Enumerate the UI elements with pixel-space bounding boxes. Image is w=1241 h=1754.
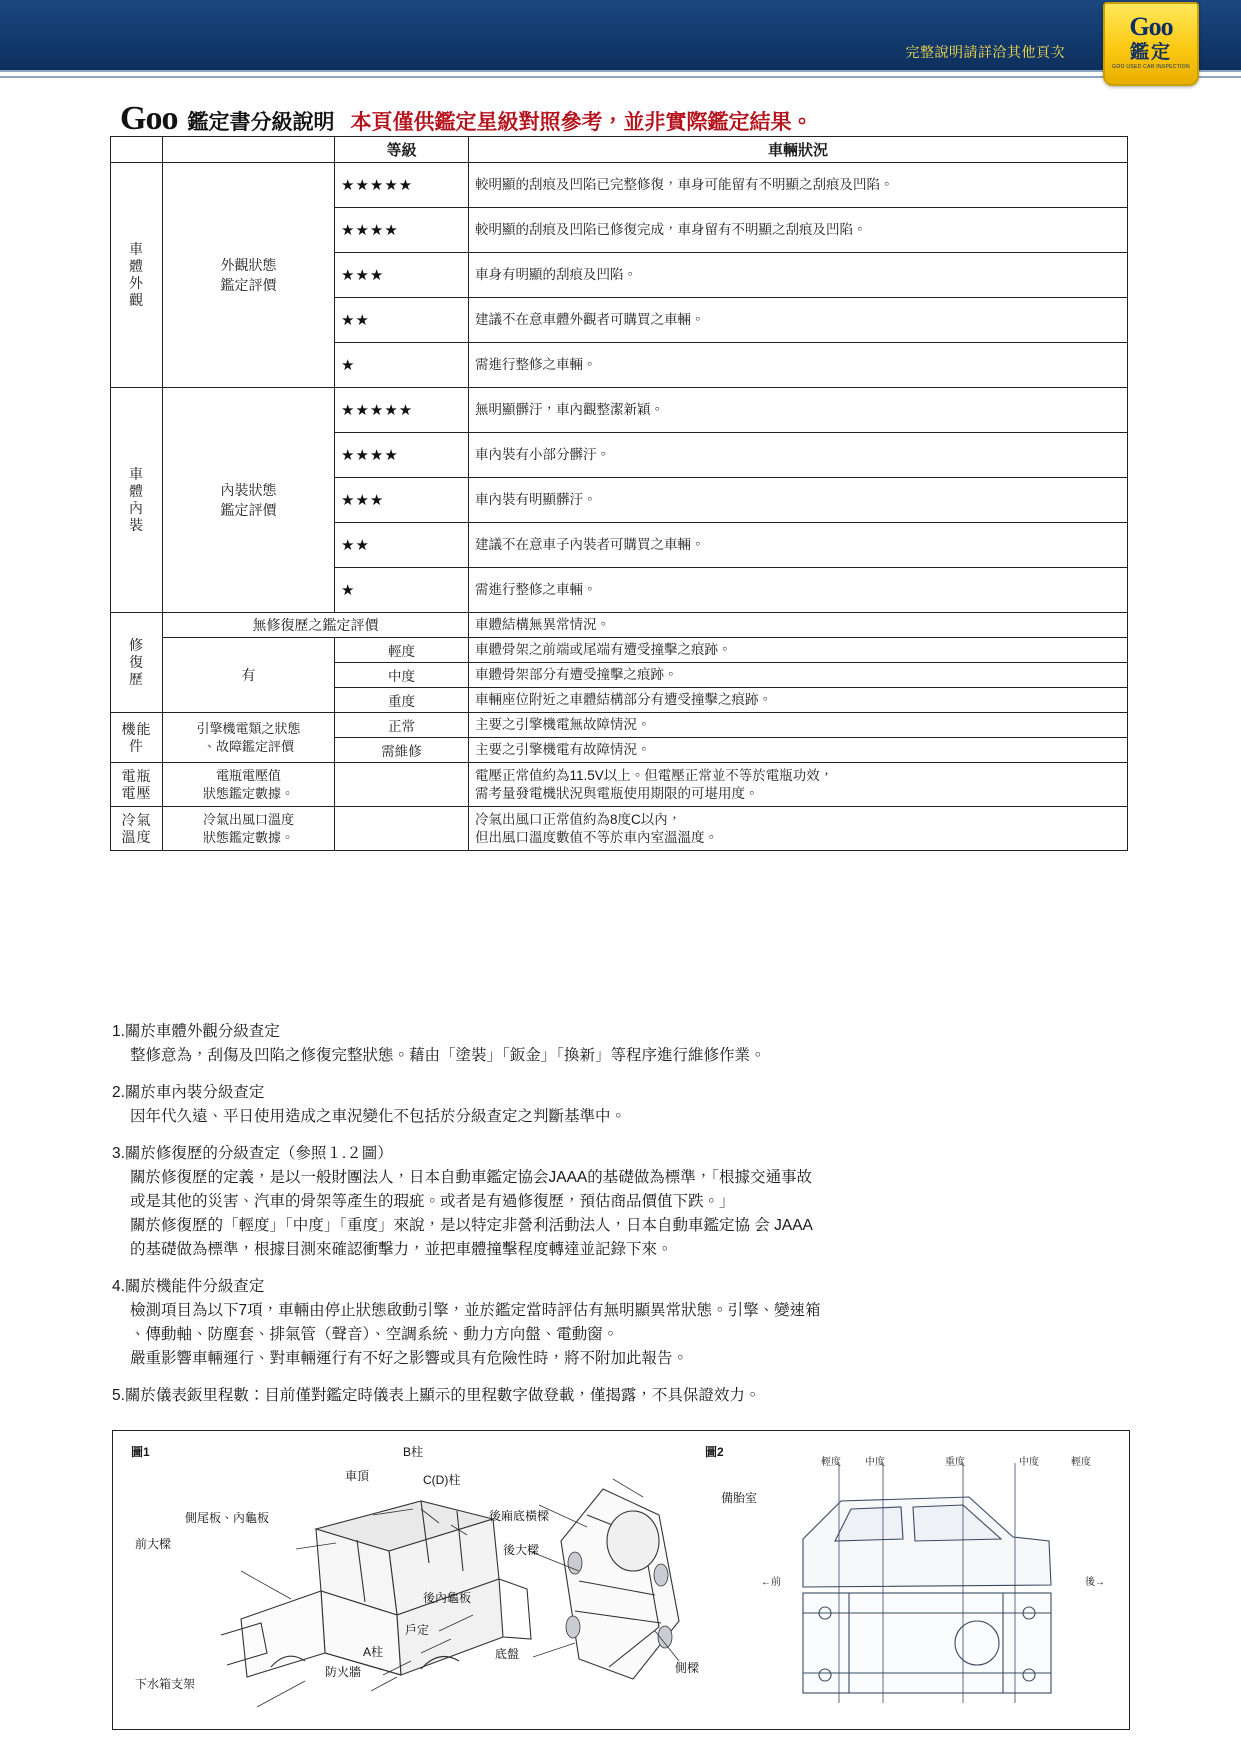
condition-cell: 需進行整修之車輛。 — [469, 568, 1128, 613]
fig1-part-roof: 車頂 — [345, 1469, 370, 1483]
fig1b-part-chassis: 底盤 — [495, 1647, 520, 1661]
stars-cell: ★★★★ — [335, 433, 469, 478]
category-exterior: 外觀狀態 鑑定評價 — [163, 163, 335, 388]
stars-cell: ★★ — [335, 298, 469, 343]
note-item — [112, 1275, 1132, 1371]
fig2-mark-heavy: 重度 — [945, 1457, 965, 1468]
condition-cell: 車身有明顯的刮痕及凹陷。 — [469, 253, 1128, 298]
title-main-text: 鑑定書分級說明 — [187, 111, 335, 134]
repair-none-label: 無修復歷之鑑定評價 — [163, 613, 469, 638]
stars-cell: ★ — [335, 343, 469, 388]
table-row — [111, 763, 1128, 807]
note-item — [112, 1020, 1132, 1068]
note-item — [112, 1081, 1132, 1129]
category-interior: 內裝狀態 鑑定評價 — [163, 388, 335, 613]
top-banner — [0, 0, 1241, 70]
stars-cell: ★★★ — [335, 478, 469, 523]
title-sub-text: 本頁僅供鑑定星級對照參考，並非實際鑑定結果。 — [350, 111, 813, 134]
table-row — [111, 613, 1128, 638]
condition-cell: 車內裝有明顯髒汙。 — [469, 478, 1128, 523]
fig1-part-quarter-panel: 側尾板、內龜板 — [185, 1511, 270, 1525]
function-desc: 主要之引擎機電有故障情況。 — [469, 738, 1128, 763]
stars-cell: ★★★★★ — [335, 388, 469, 433]
condition-cell: 建議不在意車體外觀者可購買之車輛。 — [469, 298, 1128, 343]
note-line: 的基礎做為標準，根據目測來確認衝擊力，並把車體撞擊程度轉達並記錄下來。 — [130, 1241, 673, 1258]
fig1-part-firewall: 防火牆 — [325, 1665, 362, 1679]
figure-panel — [112, 1430, 1130, 1730]
fig1b-part-spare-tire-well: 備胎室 — [721, 1491, 758, 1505]
note-heading: 1.關於車體外觀分級查定 — [112, 1023, 280, 1040]
function-level: 需維修 — [335, 738, 469, 763]
category-ac: 冷氣出風口溫度 狀態鑑定數據。 — [163, 807, 335, 851]
repair-none-desc: 車體結構無異常情況。 — [469, 613, 1128, 638]
badge-subtext: GOO USED CAR INSPECTION — [1112, 64, 1190, 70]
note-line: 關於修復歷的定義，是以一般財團法人，日本自動車鑑定協会JAAA的基礎做為標準，「根據交通事故 — [130, 1169, 813, 1186]
table-row — [111, 163, 1128, 208]
category-function: 引擎機電類之狀態 、故障鑑定評價 — [163, 713, 335, 763]
note-heading: 3.關於修復歷的分級查定（參照１.２圖） — [112, 1145, 393, 1162]
fig1-part-a-pillar: A柱 — [363, 1645, 384, 1659]
repair-level: 輕度 — [335, 638, 469, 663]
page-title — [120, 100, 1120, 140]
function-level: 正常 — [335, 713, 469, 738]
figure-1-label: 圖1 — [131, 1445, 150, 1459]
goo-wordmark: Goo — [120, 100, 178, 137]
note-line: 關於修復歷的「輕度」「中度」「重度」來說，是以特定非營利活動法人，日本自動車鑑定協 会 JAAA — [130, 1217, 813, 1234]
table-header-row — [111, 137, 1128, 163]
figure-2-label: 圖2 — [705, 1445, 724, 1459]
fig1b-part-side-beam: 側樑 — [675, 1661, 700, 1675]
battery-desc: 電壓正常值約為11.5V以上。但電壓正常並不等於電瓶功效， 需考量發電機狀況與電瓶使用期限的可堪用度。 — [469, 763, 1128, 807]
header-grade: 等級 — [335, 137, 469, 163]
ac-grade-blank — [335, 807, 469, 851]
repair-has-label: 有 — [163, 638, 335, 713]
table-row — [111, 807, 1128, 851]
fig1-part-cd-pillar: C(D)柱 — [423, 1473, 461, 1487]
fig1-part-b-pillar: B柱 — [403, 1445, 424, 1459]
fig1-part-sill: 戶定 — [405, 1623, 430, 1637]
stars-cell: ★★★ — [335, 253, 469, 298]
fig1-part-rear-inner-panel: 後內龜板 — [423, 1591, 472, 1605]
fig2-direction-front: ←前 — [761, 1577, 781, 1588]
ac-desc: 冷氣出風口正常值約為8度C以內， 但出風口溫度數值不等於車內室溫溫度。 — [469, 807, 1128, 851]
note-line: 檢測項目為以下7項，車輛由停止狀態啟動引擎，並於鑑定當時評估有無明顯異常狀態。引擎、變速箱 — [130, 1302, 821, 1319]
goo-logo-badge — [1103, 2, 1199, 86]
repair-level-desc: 車體骨架部分有遭受撞擊之痕跡。 — [469, 663, 1128, 688]
note-heading: 5.關於儀表鈑里程數：目前僅對鑑定時儀表上顯示的里程數字做登載，僅揭露，不具保證效力。 — [112, 1387, 761, 1404]
note-heading: 2.關於車內裝分級查定 — [112, 1084, 265, 1101]
note-line: 或是其他的災害、汽車的骨架等產生的瑕疵。或者是有過修復歷，預估商品價值下跌。」 — [130, 1193, 735, 1210]
repair-level-desc: 車體骨架之前端或尾端有遭受撞擊之痕跡。 — [469, 638, 1128, 663]
badge-goo-text: Goo — [1129, 12, 1173, 41]
table-row — [111, 713, 1128, 738]
stars-cell: ★★★★★ — [335, 163, 469, 208]
battery-grade-blank — [335, 763, 469, 807]
note-item — [112, 1384, 1132, 1408]
fig2-direction-rear: 後→ — [1085, 1577, 1105, 1588]
banner-rule — [0, 70, 1241, 78]
section-label-interior: 車 體 內 裝 — [111, 388, 163, 613]
repair-level: 中度 — [335, 663, 469, 688]
stars-cell: ★★★★ — [335, 208, 469, 253]
figure-2-drawing — [763, 1453, 1113, 1723]
stars-cell: ★★ — [335, 523, 469, 568]
category-battery: 電瓶電壓值 狀態鑑定數據。 — [163, 763, 335, 807]
condition-cell: 車內裝有小部分髒汙。 — [469, 433, 1128, 478]
banner-note: 完整說明請詳洽其他頁次 — [905, 44, 1065, 60]
note-line: 、傳動軸、防塵套、排氣管（聲音）、空調系統、動力方向盤、電動窗。 — [130, 1326, 619, 1343]
note-heading: 4.關於機能件分級查定 — [112, 1278, 265, 1295]
fig1b-part-rear-beam: 後大樑 — [503, 1543, 540, 1557]
header-condition: 車輛狀況 — [469, 137, 1128, 163]
table-row — [111, 638, 1128, 663]
note-line: 整修意為，刮傷及凹陷之修復完整狀態。藉由「塗裝」「鈑金」「換新」等程序進行維修作業。 — [130, 1047, 766, 1064]
badge-kantei-text: 鑑定 — [1129, 42, 1172, 63]
condition-cell: 需進行整修之車輛。 — [469, 343, 1128, 388]
grading-table — [110, 136, 1128, 851]
condition-cell: 較明顯的刮痕及凹陷已修復完成，車身留有不明顯之刮痕及凹陷。 — [469, 208, 1128, 253]
stars-cell: ★ — [335, 568, 469, 613]
repair-level: 重度 — [335, 688, 469, 713]
header-blank-1 — [111, 137, 163, 163]
fig2-mark-medium-right: 中度 — [1019, 1457, 1039, 1468]
notes-section — [112, 1020, 1132, 1421]
fig2-mark-light-right: 輕度 — [1071, 1457, 1091, 1468]
condition-cell: 無明顯髒汙，車內觀整潔新穎。 — [469, 388, 1128, 433]
function-desc: 主要之引擎機電無故障情況。 — [469, 713, 1128, 738]
header-blank-2 — [163, 137, 335, 163]
table-row — [111, 388, 1128, 433]
condition-cell: 建議不在意車子內裝者可購買之車輛。 — [469, 523, 1128, 568]
repair-level-desc: 車輛座位附近之車體結構部分有遭受撞擊之痕跡。 — [469, 688, 1128, 713]
section-label-exterior: 車 體 外 觀 — [111, 163, 163, 388]
fig1b-part-rear-floor-cross: 後廂底橫樑 — [489, 1509, 550, 1523]
fig1-part-front-beam: 前大樑 — [135, 1537, 172, 1551]
section-label-function: 機能件 — [111, 713, 163, 763]
section-label-battery: 電瓶電壓 — [111, 763, 163, 807]
fig2-mark-light-left: 輕度 — [821, 1457, 841, 1468]
section-label-ac: 冷氣溫度 — [111, 807, 163, 851]
note-item — [112, 1142, 1132, 1262]
condition-cell: 較明顯的刮痕及凹陷已完整修復，車身可能留有不明顯之刮痕及凹陷。 — [469, 163, 1128, 208]
fig1-part-radiator-support: 下水箱支架 — [135, 1677, 196, 1691]
section-label-repair: 修 復 歷 — [111, 613, 163, 713]
note-line: 嚴重影響車輛運行、對車輛運行有不好之影響或具有危險性時，將不附加此報告。 — [130, 1350, 689, 1367]
fig2-mark-medium-left: 中度 — [865, 1457, 885, 1468]
note-line: 因年代久遠、平日使用造成之車況變化不包括於分級查定之判斷基準中。 — [130, 1108, 627, 1125]
